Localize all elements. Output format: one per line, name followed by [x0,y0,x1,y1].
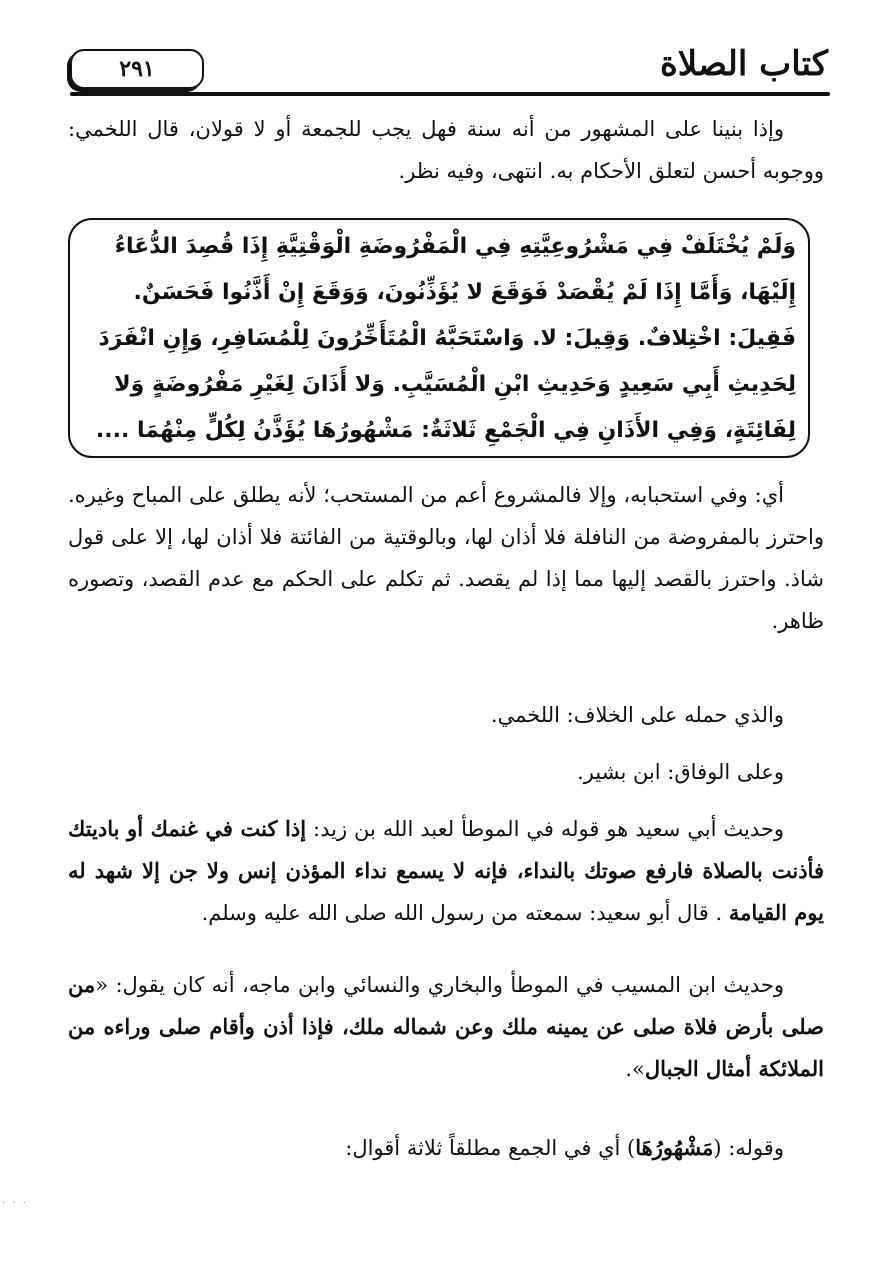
commentary-paragraph-1 [68,474,824,642]
commentary-line-2: وغيره. واحترز بالمفروضة من النافلة فلا أذان لها، وبالوقتية من الفائتة فلا أذان لها، [68,483,824,549]
commentary-paragraph-2 [68,694,824,736]
matn-line-2: إِلَيْهَا، وَأَمَّا إِذَا لَمْ يُقْصَدْ فَوَقَعَ لا يُؤَذِّنُونَ، وَوَقَعَ إِنْ أَذَّنُوا فَحَسَنٌ. [133,280,796,305]
matn-line-1: وَلَمْ يُخْتَلَفْ فِي مَشْرُوعِيَّتِهِ فِي الْمَفْرُوضَةِ الْوَقْتِيَّةِ إِذَا قُصِدَ الدُّعَاءُ [114,234,796,259]
hadith-2-text-c: الملائكة أمثال الجبال [644,1056,824,1081]
commentary-line-3: إلا على قول شاذ. واحترز بالقصد إليها مما إذا لم يقصد. ثم تكلم على الحكم مع [68,525,824,591]
hadith-2-lead: وحديث ابن المسيب في الموطأ والبخاري والنسائي وابن ماجه، أنه كان يقول: « [95,973,784,997]
matn-line-4: لِحَدِيثِ أَبِي سَعِيدٍ وَحَدِيثِ ابْنِ الْمُسَيَّبِ. وَلا أَذَانَ لِغَيْرِ مَفْرُوضَةٍ وَلا [114,372,796,397]
hadith-1-text-a: إذا كنت في غنمك أو باديتك [68,816,307,841]
mashhuruha-lead: وقوله: ( [713,1136,784,1160]
hadith-2-text-b: صلى بأرض فلاة صلى عن يمينه ملك وعن شماله ملك، فإذا أذن وأقام صلى وراءه من [68,1014,824,1039]
mashhuruha-term: مَشْهُورُهَا [635,1135,714,1160]
hadith-ibn-musayyab-paragraph [68,964,824,1090]
page-number [70,49,204,89]
commentary-p2-text: والذي حمله على الخلاف: اللخمي. [490,703,784,727]
commentary-line-4: عدم القصد، وتصوره ظاهر. [68,567,824,633]
mashhuruha-tail: ) أي في الجمع مطلقاً ثلاثة أقوال: [345,1136,636,1160]
matn-line-3: فَقِيلَ: اخْتِلافٌ. وَقِيلَ: لا. وَاسْتَحَبَّهُ الْمُتَأَخِّرُونَ لِلْمُسَافِرِ، وَإِنِ انْفَرَدَ [98,326,796,351]
page-header [58,40,830,100]
intro-line-2: ووجوبه أحسن لتعلق الأحكام به. انتهى، وفيه نظر. [398,159,824,183]
intro-paragraph [68,108,824,192]
mashhuruha-paragraph [68,1127,824,1169]
hadith-2-close: ». [625,1057,645,1081]
marginal-marks: . . . [2,1195,28,1206]
commentary-paragraph-3 [68,751,824,793]
header-divider [70,92,830,96]
matn-text-box [68,218,810,458]
hadith-2-text-a: من [68,972,96,997]
hadith-1-text-b: فأذنت بالصلاة فارفع صوتك بالنداء، فإنه لا يسمع نداء المؤذن إنس ولا جن إلا شهد له [68,858,824,883]
hadith-1-text-c: يوم القيامة [728,900,824,925]
book-title: كتاب الصلاة [659,44,828,84]
page-number-text: ٢٩١ [119,56,155,82]
intro-line-1: وإذا بنينا على المشهور من أنه سنة فهل يجب للجمعة أو لا قولان، قال اللخمي: [68,117,784,141]
hadith-1-lead: وحديث أبي سعيد هو قوله في الموطأ لعبد الله بن زيد: [306,817,784,841]
commentary-p3-text: وعلى الوفاق: ابن بشير. [577,760,784,784]
commentary-line-1: أي: وفي استحبابه، وإلا فالمشروع أعم من المستحب؛ لأنه يطلق على المباح [131,483,784,507]
matn-line-5: لِفَائِتَةٍ، وَفِي الأَذَانِ فِي الْجَمْعِ ثَلاثَةٌ: مَشْهُورُهَا يُؤَذَّنُ لِكُلٍّ مِنْهُمَا .... [95,418,796,443]
hadith-1-tail: . قال أبو سعيد: سمعته من رسول الله صلى الله عليه وسلم. [201,901,723,925]
hadith-abu-said-paragraph [68,808,824,934]
